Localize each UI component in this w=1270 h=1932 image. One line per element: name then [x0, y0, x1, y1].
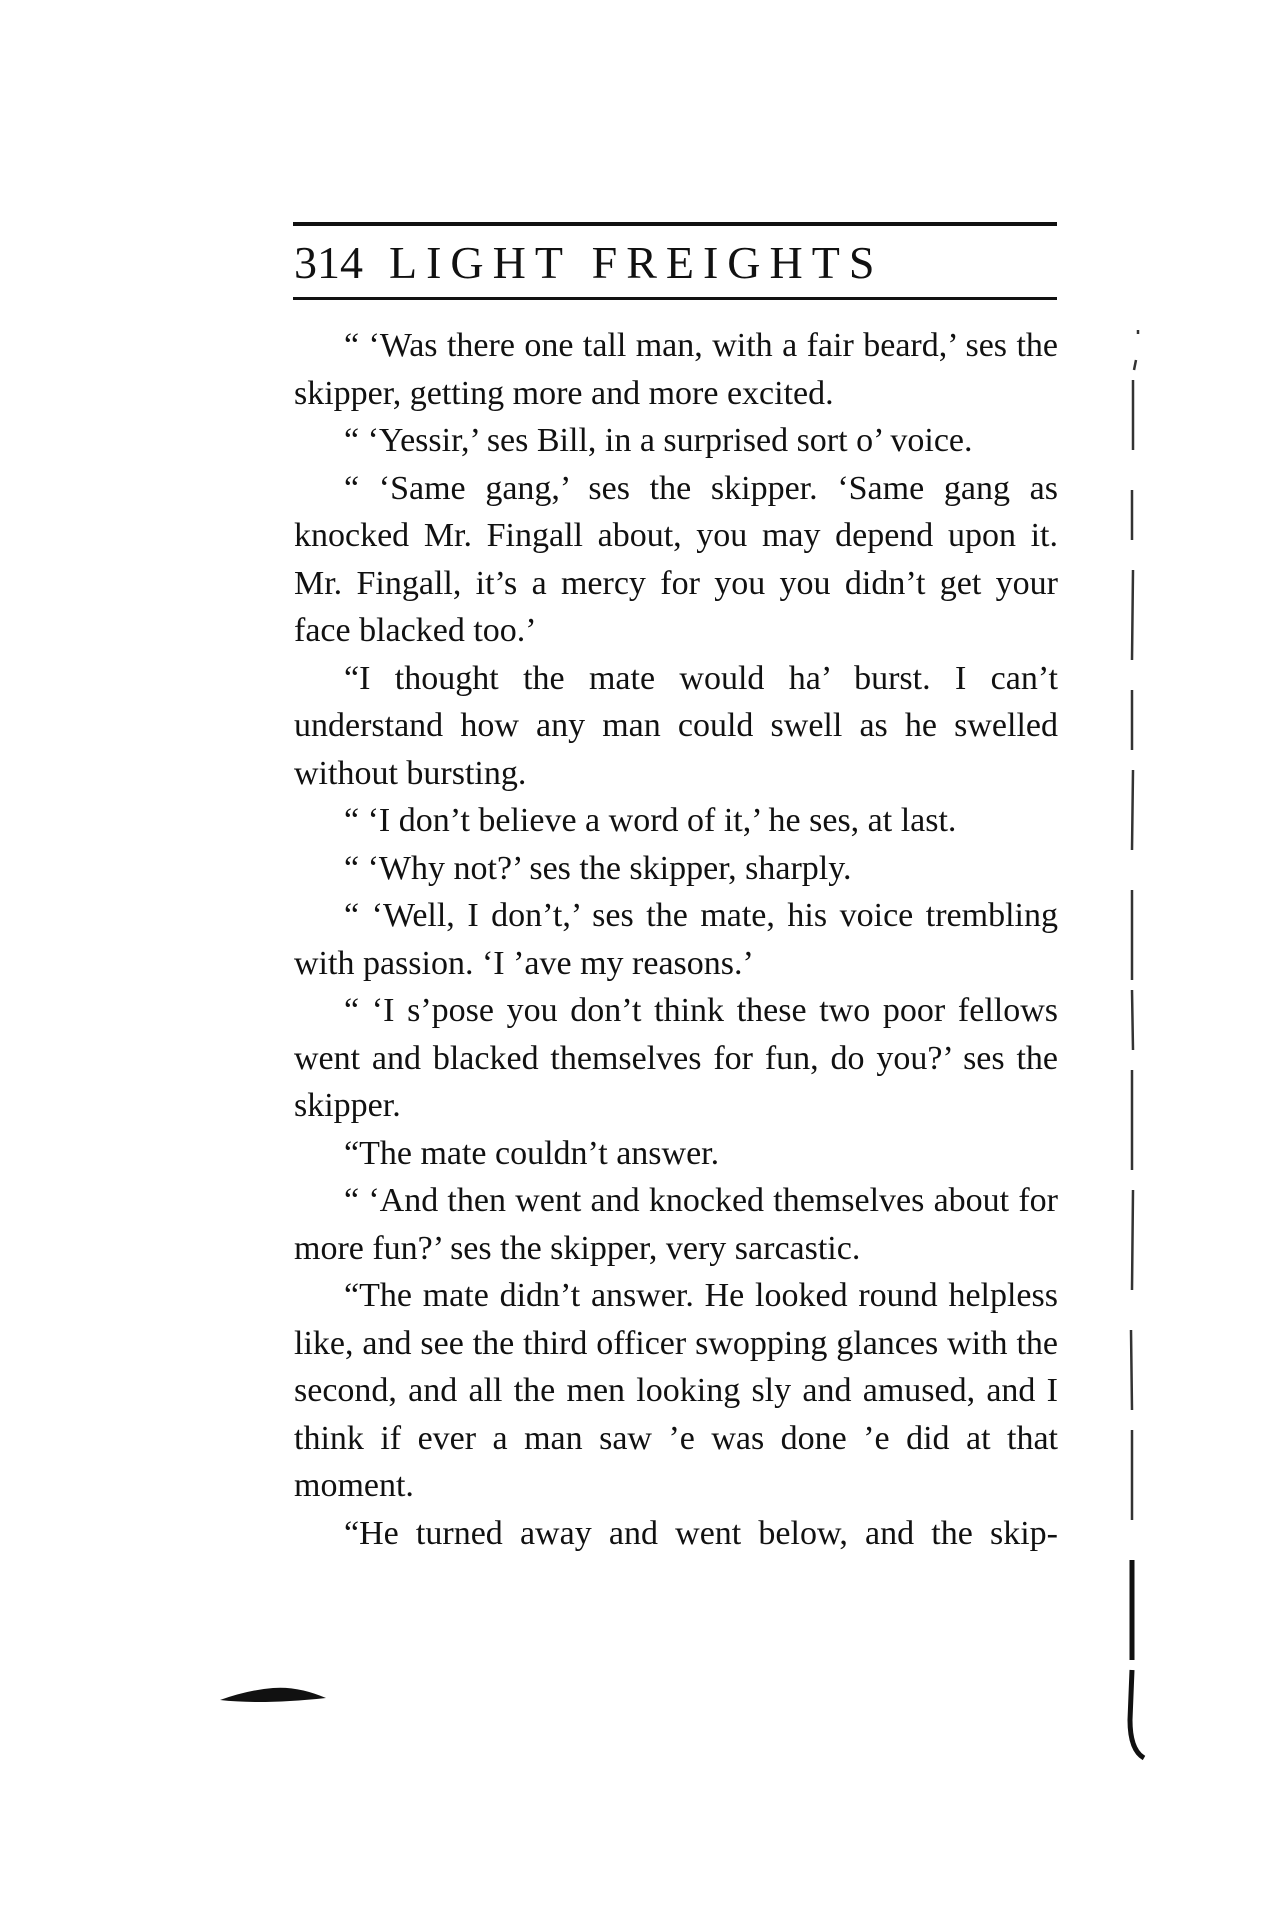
paragraph: “ ‘Was there one tall man, with a fair beard,’ ses the skipper, getting more and more excited.	[294, 327, 1058, 412]
paragraph: “He turned away and went below, and the skip-	[344, 1514, 1058, 1552]
paragraph: “The mate didn’t answer. He looked round helpless like, and see the third officer swopping glances with the second, and all the men looking sly and amused, and I think if ever a man saw ’e was done ’e did at that moment.	[294, 1277, 1058, 1504]
paragraph: “ ‘Why not?’ ses the skipper, sharply.	[344, 849, 852, 887]
header-bottom-rule	[293, 297, 1057, 300]
ink-blot	[218, 1680, 328, 1706]
body-text	[294, 322, 1058, 1557]
page-number: 314	[294, 237, 363, 288]
paragraph: “ ‘Same gang,’ ses the skipper. ‘Same gang as knocked Mr. Fingall about, you may depend upon it. Mr. Fingall, it’s a mercy for you you didn’t get your face blacked too.’	[294, 469, 1058, 649]
book-title: LIGHT FREIGHTS	[389, 237, 884, 288]
paragraph: “I thought the mate would ha’ burst. I can’t understand how any man could swell as he swelled without bursting.	[294, 659, 1058, 792]
paragraph: “The mate couldn’t answer.	[344, 1134, 720, 1172]
paragraph: “ ‘I s’pose you don’t think these two poor fellows went and blacked themselves for fun, do you?’ ses the skipper.	[294, 992, 1058, 1124]
paragraph: “ ‘Well, I don’t,’ ses the mate, his voice trembling with passion. ‘I ’ave my reasons.’	[294, 897, 1058, 982]
paragraph: “ ‘And then went and knocked themselves about for more fun?’ ses the skipper, very sarcastic.	[294, 1182, 1058, 1267]
paragraph: “ ‘Yessir,’ ses Bill, in a surprised sort o’ voice.	[344, 422, 973, 459]
header-top-rule	[293, 222, 1057, 226]
running-head	[294, 230, 1058, 296]
scan-edge-artifact	[1120, 330, 1150, 1780]
paragraph: “ ‘I don’t believe a word of it,’ he ses, at last.	[344, 802, 957, 839]
